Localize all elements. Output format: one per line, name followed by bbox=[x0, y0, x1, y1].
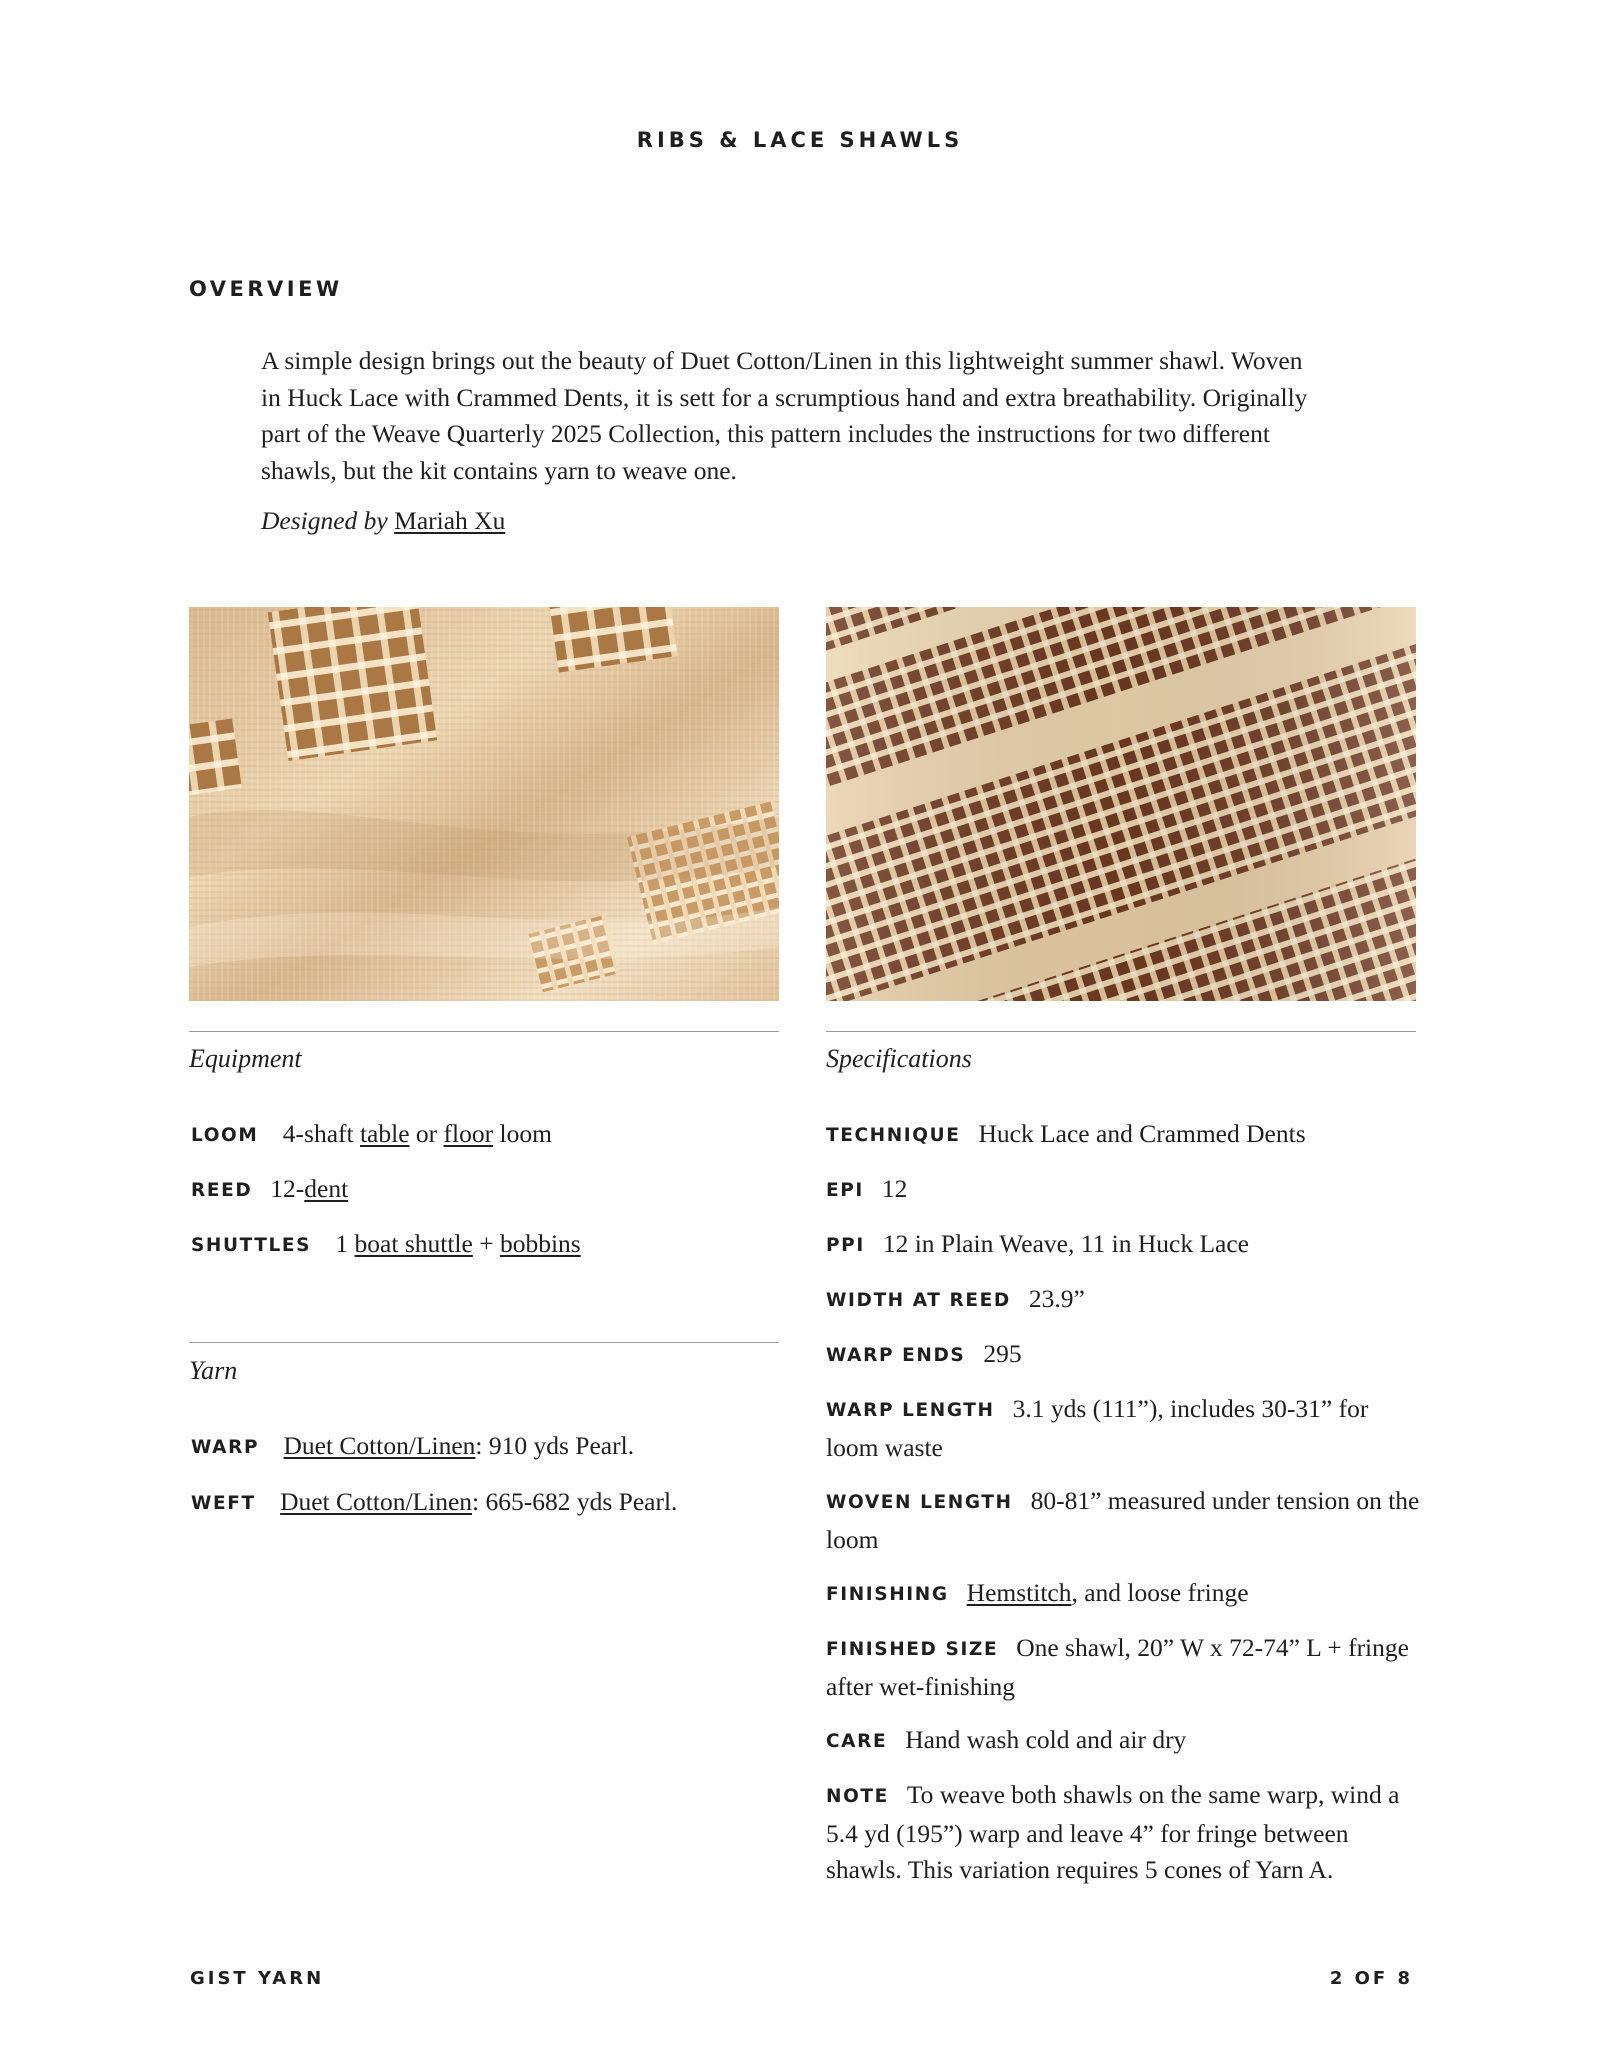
boat-shuttle-link[interactable]: boat shuttle bbox=[354, 1229, 473, 1258]
woven-length-label: WOVEN LENGTH bbox=[826, 1492, 1013, 1513]
equipment-title: Equipment bbox=[189, 1044, 302, 1073]
warp-yardage: : 910 yds Pearl. bbox=[475, 1431, 635, 1460]
ppi-value: 12 in Plain Weave, 11 in Huck Lace bbox=[882, 1229, 1249, 1258]
specifications-title: Specifications bbox=[826, 1044, 972, 1073]
finishing-label: FINISHING bbox=[826, 1584, 949, 1605]
warp-ends-value: 295 bbox=[983, 1339, 1022, 1368]
woven-length-row bbox=[826, 1483, 1426, 1558]
woven-length-value: 80-81” measured under tension on the loom bbox=[826, 1486, 1420, 1554]
care-label: CARE bbox=[826, 1731, 888, 1752]
loom-or: or bbox=[415, 1119, 438, 1148]
weft-yardage: : 665-682 yds Pearl. bbox=[472, 1487, 678, 1516]
warp-length-label: WARP LENGTH bbox=[826, 1400, 995, 1421]
yarn-divider bbox=[189, 1342, 779, 1343]
specifications-divider bbox=[826, 1031, 1416, 1032]
warp-label: WARP bbox=[191, 1437, 260, 1458]
finishing-row bbox=[826, 1575, 1426, 1614]
technique-value: Huck Lace and Crammed Dents bbox=[978, 1119, 1306, 1148]
weft-label: WEFT bbox=[191, 1493, 256, 1514]
note-value: To weave both shawls on the same warp, wind a 5.4 yd (195”) warp and leave 4” for fringe between shawls. This variation requires 5 cones of Yarn A. bbox=[826, 1780, 1400, 1884]
shuttles-plus: + bbox=[479, 1229, 494, 1258]
care-value: Hand wash cold and air dry bbox=[905, 1725, 1187, 1754]
bobbins-link[interactable]: bobbins bbox=[499, 1229, 581, 1258]
designer-credit bbox=[261, 506, 505, 536]
hemstitch-link[interactable]: Hemstitch bbox=[966, 1578, 1072, 1607]
overview-heading: OVERVIEW bbox=[189, 277, 343, 301]
yarn-title: Yarn bbox=[189, 1356, 238, 1385]
reed-row bbox=[191, 1171, 771, 1210]
dent-link[interactable]: dent bbox=[304, 1174, 349, 1203]
warp-ends-label: WARP ENDS bbox=[826, 1345, 966, 1366]
shuttles-label: SHUTTLES bbox=[191, 1235, 312, 1256]
warp-ends-row bbox=[826, 1336, 1426, 1375]
loom-label: LOOM bbox=[191, 1125, 259, 1146]
finished-size-value: One shawl, 20” W x 72-74” L + fringe after wet-finishing bbox=[826, 1633, 1409, 1701]
warp-yarn-link[interactable]: Duet Cotton/Linen bbox=[283, 1431, 476, 1460]
overview-description: A simple design brings out the beauty of Duet Cotton/Linen in this lightweight summer shawl. Woven in Huck Lace with Crammed Dents, it is sett for a scrumptious hand and extra breathability. Originally part of the Weave Quarterly 2025 Collection, this pattern includes the instructions for two different shawls, but the kit contains yarn to weave one. bbox=[261, 346, 1308, 485]
technique-label: TECHNIQUE bbox=[826, 1125, 961, 1146]
finishing-value: , and loose fringe bbox=[1071, 1578, 1249, 1607]
designed-by-label: Designed by bbox=[261, 506, 388, 535]
technique-row bbox=[826, 1116, 1426, 1155]
designer-link[interactable]: Mariah Xu bbox=[394, 506, 506, 535]
note-row bbox=[826, 1777, 1426, 1889]
warp-length-row bbox=[826, 1391, 1426, 1466]
shuttles-count: 1 bbox=[335, 1229, 349, 1258]
care-row bbox=[826, 1722, 1426, 1761]
weft-row bbox=[191, 1484, 771, 1523]
loom-suffix: loom bbox=[499, 1119, 552, 1148]
woven-fabric-photo-left bbox=[189, 607, 779, 1001]
reed-label: REED bbox=[191, 1180, 253, 1201]
equipment-divider bbox=[189, 1031, 779, 1032]
loom-row bbox=[191, 1116, 771, 1155]
document-title: RIBS & LACE SHAWLS bbox=[636, 128, 964, 152]
epi-row bbox=[826, 1171, 1426, 1210]
loom-prefix: 4-shaft bbox=[282, 1119, 354, 1148]
ppi-row bbox=[826, 1226, 1426, 1265]
woven-fabric-photo-right bbox=[826, 607, 1416, 1001]
warp-row bbox=[191, 1428, 771, 1467]
shuttles-row bbox=[191, 1226, 771, 1265]
warp-length-value: 3.1 yds (111”), includes 30-31” for loom waste bbox=[826, 1394, 1369, 1462]
reed-prefix: 12- bbox=[270, 1174, 305, 1203]
page-number: 2 OF 8 bbox=[1329, 1968, 1413, 1989]
table-loom-link[interactable]: table bbox=[359, 1119, 410, 1148]
footer-brand: GIST YARN bbox=[190, 1968, 325, 1989]
finished-size-row bbox=[826, 1630, 1426, 1705]
epi-label: EPI bbox=[826, 1180, 864, 1201]
ppi-label: PPI bbox=[826, 1235, 865, 1256]
weft-yarn-link[interactable]: Duet Cotton/Linen bbox=[280, 1487, 473, 1516]
epi-value: 12 bbox=[881, 1174, 908, 1203]
floor-loom-link[interactable]: floor bbox=[443, 1119, 494, 1148]
note-label: NOTE bbox=[826, 1786, 889, 1807]
finished-size-label: FINISHED SIZE bbox=[826, 1639, 999, 1660]
width-at-reed-row bbox=[826, 1281, 1426, 1320]
width-at-reed-label: WIDTH AT REED bbox=[826, 1290, 1011, 1311]
width-at-reed-value: 23.9” bbox=[1028, 1284, 1085, 1313]
